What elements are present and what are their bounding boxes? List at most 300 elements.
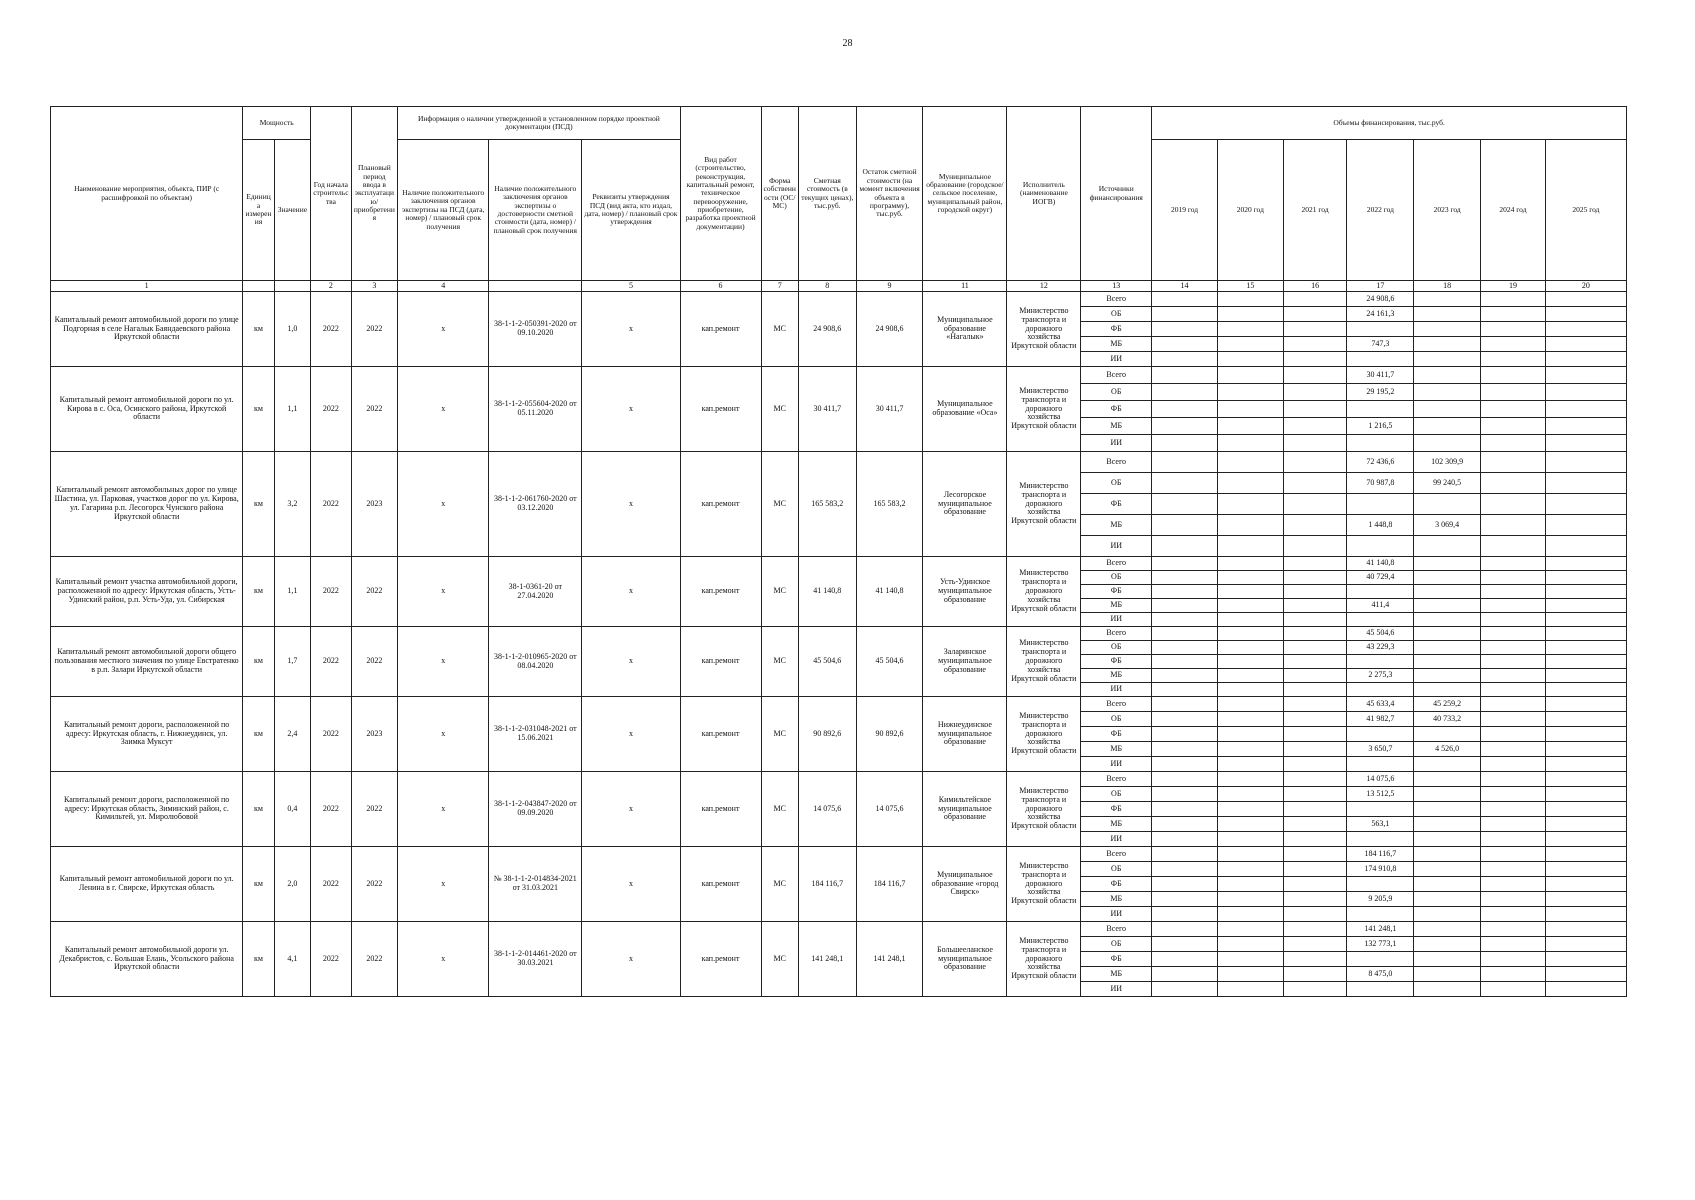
unit-cell: км	[243, 627, 274, 697]
remaining-cost: 30 411,7	[856, 367, 923, 452]
funding-amount	[1481, 494, 1546, 515]
funding-amount	[1414, 655, 1481, 669]
funding-amount	[1283, 655, 1347, 669]
funding-amount	[1217, 292, 1283, 307]
funding-source: Всего	[1081, 772, 1152, 787]
funding-amount	[1481, 557, 1546, 571]
funding-amount	[1217, 367, 1283, 384]
funding-amount: 411,4	[1347, 599, 1414, 613]
funding-amount	[1217, 697, 1283, 712]
funding-amount	[1545, 452, 1626, 473]
funding-amount	[1347, 613, 1414, 627]
funding-amount	[1152, 322, 1218, 337]
funding-amount	[1217, 571, 1283, 585]
funding-source: ФБ	[1081, 322, 1152, 337]
funding-source: МБ	[1081, 599, 1152, 613]
funding-amount: 72 436,6	[1347, 452, 1414, 473]
funding-amount	[1545, 892, 1626, 907]
funding-amount	[1545, 787, 1626, 802]
planned-period: 2022	[351, 922, 398, 997]
remaining-cost: 14 075,6	[856, 772, 923, 847]
funding-amount	[1217, 669, 1283, 683]
object-name: Капитальный ремонт автомобильных дорог по улице Шастина, ул. Парковая, участков дорог по ул. Кирова, ул. Гагарина р.п. Лесогорск Чунского района Иркутской области	[51, 452, 243, 557]
funding-amount	[1481, 937, 1546, 952]
header-ownership: Форма собственности (ОС/ МС)	[761, 107, 798, 281]
start-year: 2022	[311, 922, 351, 997]
funding-amount: 40 729,4	[1347, 571, 1414, 585]
funding-amount	[1283, 515, 1347, 536]
funding-amount: 45 259,2	[1414, 697, 1481, 712]
start-year: 2022	[311, 627, 351, 697]
funding-amount	[1481, 401, 1546, 418]
funding-amount	[1545, 802, 1626, 817]
funding-amount: 184 116,7	[1347, 847, 1414, 862]
expert-conclusion: х	[398, 922, 489, 997]
table-row	[51, 452, 1627, 473]
funding-amount	[1283, 937, 1347, 952]
cost-conclusion: 38-1-1-2-055604-2020 от 05.11.2020	[489, 367, 582, 452]
funding-amount	[1283, 599, 1347, 613]
funding-amount	[1152, 757, 1218, 772]
funding-amount	[1283, 907, 1347, 922]
funding-source: ИИ	[1081, 536, 1152, 557]
capacity-value: 0,4	[274, 772, 310, 847]
funding-amount	[1545, 757, 1626, 772]
funding-amount	[1481, 712, 1546, 727]
header-approval-details: Реквизиты утверждения ПСД (вид акта, кто издал, дата, номер) / плановый срок утверждения	[582, 140, 680, 281]
funding-amount	[1414, 627, 1481, 641]
funding-amount	[1481, 337, 1546, 352]
funding-amount	[1481, 952, 1546, 967]
funding-amount	[1545, 742, 1626, 757]
funding-amount: 8 475,0	[1347, 967, 1414, 982]
funding-amount	[1152, 922, 1218, 937]
funding-amount	[1283, 494, 1347, 515]
funding-amount	[1545, 772, 1626, 787]
funding-amount	[1152, 802, 1218, 817]
funding-amount	[1283, 952, 1347, 967]
funding-source: Всего	[1081, 697, 1152, 712]
cost-conclusion: 38-1-1-2-031048-2021 от 15.06.2021	[489, 697, 582, 772]
expert-conclusion: х	[398, 292, 489, 367]
funding-amount	[1545, 435, 1626, 452]
funding-amount	[1217, 982, 1283, 997]
work-type: кап.ремонт	[680, 697, 761, 772]
funding-amount	[1283, 384, 1347, 401]
funding-amount: 2 275,3	[1347, 669, 1414, 683]
table-row	[51, 292, 1627, 307]
funding-amount	[1481, 536, 1546, 557]
funding-amount	[1414, 787, 1481, 802]
cost-conclusion: № 38-1-1-2-014834-2021 от 31.03.2021	[489, 847, 582, 922]
executor: Министерство транспорта и дорожного хозяйства Иркутской области	[1007, 697, 1081, 772]
funding-amount	[1481, 907, 1546, 922]
ownership: МС	[761, 627, 798, 697]
estimated-cost: 184 116,7	[798, 847, 856, 922]
funding-amount	[1481, 802, 1546, 817]
funding-amount	[1545, 907, 1626, 922]
funding-source: ИИ	[1081, 352, 1152, 367]
header-capacity: Мощность	[243, 107, 311, 140]
ownership: МС	[761, 847, 798, 922]
cost-conclusion: 38-1-1-2-061760-2020 от 03.12.2020	[489, 452, 582, 557]
municipality: Нижнеудинское муниципальное образование	[923, 697, 1007, 772]
funding-amount	[1481, 847, 1546, 862]
funding-amount	[1481, 967, 1546, 982]
funding-amount	[1481, 613, 1546, 627]
funding-amount	[1283, 787, 1347, 802]
funding-amount	[1217, 832, 1283, 847]
column-number: 19	[1481, 281, 1546, 292]
expert-conclusion: х	[398, 772, 489, 847]
municipality: Муниципальное образование «город Свирск»	[923, 847, 1007, 922]
funding-source: Всего	[1081, 367, 1152, 384]
funding-amount	[1414, 907, 1481, 922]
expert-conclusion: х	[398, 557, 489, 627]
funding-amount	[1217, 952, 1283, 967]
estimated-cost: 165 583,2	[798, 452, 856, 557]
funding-amount	[1152, 536, 1218, 557]
funding-amount	[1545, 627, 1626, 641]
column-number: 18	[1414, 281, 1481, 292]
funding-amount	[1283, 292, 1347, 307]
cost-conclusion: 38-1-1-2-043847-2020 от 09.09.2020	[489, 772, 582, 847]
funding-source: ИИ	[1081, 907, 1152, 922]
approval-details: х	[582, 847, 680, 922]
funding-amount	[1545, 832, 1626, 847]
funding-amount	[1481, 697, 1546, 712]
unit-cell: км	[243, 452, 274, 557]
funding-amount	[1545, 683, 1626, 697]
funding-source: МБ	[1081, 515, 1152, 536]
funding-source: МБ	[1081, 418, 1152, 435]
work-type: кап.ремонт	[680, 367, 761, 452]
cost-conclusion: 38-1-0361-20 от 27.04.2020	[489, 557, 582, 627]
estimated-cost: 90 892,6	[798, 697, 856, 772]
funding-amount	[1414, 367, 1481, 384]
funding-amount	[1545, 494, 1626, 515]
funding-amount	[1414, 982, 1481, 997]
funding-amount	[1217, 757, 1283, 772]
funding-amount: 30 411,7	[1347, 367, 1414, 384]
funding-amount	[1347, 802, 1414, 817]
estimated-cost: 141 248,1	[798, 922, 856, 997]
funding-amount	[1545, 352, 1626, 367]
funding-source: ФБ	[1081, 877, 1152, 892]
investment-program-table	[50, 106, 1627, 997]
header-start-year: Год начала строительства	[311, 107, 351, 281]
funding-amount	[1545, 473, 1626, 494]
funding-amount	[1152, 892, 1218, 907]
column-number: 5	[582, 281, 680, 292]
funding-amount	[1481, 982, 1546, 997]
funding-amount	[1217, 515, 1283, 536]
work-type: кап.ремонт	[680, 627, 761, 697]
funding-amount	[1481, 585, 1546, 599]
remaining-cost: 24 908,6	[856, 292, 923, 367]
funding-amount	[1283, 452, 1347, 473]
funding-amount	[1347, 536, 1414, 557]
funding-amount	[1414, 892, 1481, 907]
remaining-cost: 184 116,7	[856, 847, 923, 922]
funding-amount	[1347, 877, 1414, 892]
ownership: МС	[761, 292, 798, 367]
funding-amount	[1414, 967, 1481, 982]
funding-amount	[1545, 937, 1626, 952]
municipality: Лесогорское муниципальное образование	[923, 452, 1007, 557]
funding-amount	[1545, 817, 1626, 832]
funding-amount	[1414, 937, 1481, 952]
funding-amount: 45 504,6	[1347, 627, 1414, 641]
funding-amount	[1347, 907, 1414, 922]
table-body	[51, 281, 1627, 997]
funding-amount: 102 309,9	[1414, 452, 1481, 473]
funding-source: Всего	[1081, 847, 1152, 862]
funding-source: ИИ	[1081, 832, 1152, 847]
funding-amount: 14 075,6	[1347, 772, 1414, 787]
funding-amount	[1545, 862, 1626, 877]
header-cost-conclusion: Наличие положительного заключения органов экспертизы о достоверности сметной стоимости (дата, номер) / плановый срок получения	[489, 140, 582, 281]
estimated-cost: 45 504,6	[798, 627, 856, 697]
executor: Министерство транспорта и дорожного хозяйства Иркутской области	[1007, 557, 1081, 627]
funding-amount	[1414, 292, 1481, 307]
funding-amount	[1283, 322, 1347, 337]
funding-amount	[1545, 952, 1626, 967]
funding-source: Всего	[1081, 627, 1152, 641]
funding-amount	[1217, 655, 1283, 669]
funding-amount	[1347, 655, 1414, 669]
funding-amount	[1152, 435, 1218, 452]
funding-amount	[1283, 772, 1347, 787]
funding-amount	[1217, 922, 1283, 937]
funding-amount	[1414, 435, 1481, 452]
funding-amount	[1217, 322, 1283, 337]
object-name: Капитальный ремонт автомобильной дороги по улице Подгорная в селе Нагалык Баяндаевского района Иркутской области	[51, 292, 243, 367]
funding-amount	[1152, 292, 1218, 307]
funding-amount	[1217, 452, 1283, 473]
funding-amount	[1283, 877, 1347, 892]
planned-period: 2022	[351, 627, 398, 697]
column-number: 2	[311, 281, 351, 292]
funding-amount	[1283, 557, 1347, 571]
funding-amount	[1414, 832, 1481, 847]
funding-amount	[1545, 599, 1626, 613]
approval-details: х	[582, 292, 680, 367]
start-year: 2022	[311, 697, 351, 772]
funding-amount	[1217, 742, 1283, 757]
funding-amount	[1414, 536, 1481, 557]
funding-amount	[1217, 772, 1283, 787]
unit-cell: км	[243, 557, 274, 627]
funding-source: ФБ	[1081, 655, 1152, 669]
funding-amount	[1283, 982, 1347, 997]
funding-amount	[1283, 802, 1347, 817]
column-number: 9	[856, 281, 923, 292]
funding-amount	[1414, 877, 1481, 892]
funding-amount	[1217, 787, 1283, 802]
work-type: кап.ремонт	[680, 772, 761, 847]
funding-amount	[1283, 307, 1347, 322]
unit-cell: км	[243, 697, 274, 772]
funding-amount	[1283, 817, 1347, 832]
funding-amount	[1347, 982, 1414, 997]
column-number: 1	[51, 281, 243, 292]
header-unit: Единица измерения	[243, 140, 274, 281]
funding-amount: 3 650,7	[1347, 742, 1414, 757]
funding-amount: 41 140,8	[1347, 557, 1414, 571]
funding-amount	[1481, 772, 1546, 787]
funding-amount	[1283, 536, 1347, 557]
work-type: кап.ремонт	[680, 847, 761, 922]
funding-amount	[1481, 892, 1546, 907]
header-year-2019: 2019 год	[1152, 140, 1218, 281]
table-row	[51, 772, 1627, 787]
funding-amount	[1545, 367, 1626, 384]
funding-amount	[1481, 757, 1546, 772]
funding-amount	[1152, 772, 1218, 787]
work-type: кап.ремонт	[680, 557, 761, 627]
unit-cell: км	[243, 772, 274, 847]
column-number: 14	[1152, 281, 1218, 292]
funding-amount	[1283, 613, 1347, 627]
header-work-type: Вид работ (строительство, реконструкция, капитальный ремонт, техническое перевооружение, приобретение, разработка проектной документации)	[680, 107, 761, 281]
funding-amount	[1152, 613, 1218, 627]
funding-amount	[1545, 322, 1626, 337]
funding-amount	[1152, 712, 1218, 727]
remaining-cost: 141 248,1	[856, 922, 923, 997]
funding-source: ОБ	[1081, 473, 1152, 494]
table-row	[51, 922, 1627, 937]
capacity-value: 3,2	[274, 452, 310, 557]
funding-amount	[1283, 862, 1347, 877]
funding-amount: 45 633,4	[1347, 697, 1414, 712]
remaining-cost: 41 140,8	[856, 557, 923, 627]
executor: Министерство транспорта и дорожного хозяйства Иркутской области	[1007, 452, 1081, 557]
funding-amount	[1481, 435, 1546, 452]
funding-source: МБ	[1081, 669, 1152, 683]
funding-amount	[1481, 599, 1546, 613]
funding-amount	[1283, 742, 1347, 757]
funding-amount	[1152, 937, 1218, 952]
funding-source: ОБ	[1081, 307, 1152, 322]
funding-amount	[1481, 452, 1546, 473]
table-row	[51, 697, 1627, 712]
funding-amount	[1545, 982, 1626, 997]
header-year-2021: 2021 год	[1283, 140, 1347, 281]
expert-conclusion: х	[398, 452, 489, 557]
funding-amount	[1152, 877, 1218, 892]
unit-cell: км	[243, 367, 274, 452]
funding-amount	[1414, 585, 1481, 599]
column-number: 15	[1217, 281, 1283, 292]
funding-amount	[1545, 877, 1626, 892]
funding-source: МБ	[1081, 742, 1152, 757]
funding-source: ОБ	[1081, 862, 1152, 877]
funding-amount: 1 448,8	[1347, 515, 1414, 536]
funding-amount	[1217, 473, 1283, 494]
funding-amount	[1152, 655, 1218, 669]
funding-amount	[1152, 452, 1218, 473]
funding-amount	[1545, 292, 1626, 307]
municipality: Большееланское муниципальное образование	[923, 922, 1007, 997]
funding-amount	[1481, 922, 1546, 937]
funding-amount	[1152, 418, 1218, 435]
header-planned-period: Плановый период ввода в эксплуатацию/приобретения	[351, 107, 398, 281]
ownership: МС	[761, 452, 798, 557]
funding-amount	[1283, 401, 1347, 418]
funding-amount: 747,3	[1347, 337, 1414, 352]
column-number-row	[51, 281, 1627, 292]
funding-amount	[1152, 557, 1218, 571]
funding-amount	[1414, 418, 1481, 435]
funding-source: ИИ	[1081, 613, 1152, 627]
funding-amount	[1217, 307, 1283, 322]
funding-amount	[1481, 515, 1546, 536]
funding-amount	[1217, 599, 1283, 613]
funding-source: ОБ	[1081, 641, 1152, 655]
object-name: Капитальный ремонт автомобильной дороги общего пользования местного значения по улице Евстратенко в р.п. Залари Иркутской области	[51, 627, 243, 697]
funding-source: ОБ	[1081, 571, 1152, 585]
funding-amount	[1545, 384, 1626, 401]
page-number: 28	[842, 38, 853, 49]
funding-amount	[1283, 352, 1347, 367]
funding-source: ОБ	[1081, 787, 1152, 802]
funding-amount	[1414, 847, 1481, 862]
funding-amount	[1545, 697, 1626, 712]
funding-amount	[1414, 641, 1481, 655]
funding-amount	[1545, 515, 1626, 536]
funding-amount	[1414, 727, 1481, 742]
funding-amount	[1152, 473, 1218, 494]
funding-amount	[1217, 613, 1283, 627]
funding-amount	[1481, 384, 1546, 401]
funding-amount	[1347, 683, 1414, 697]
funding-amount	[1481, 473, 1546, 494]
funding-source: Всего	[1081, 557, 1152, 571]
object-name: Капитальный ремонт участка автомобильной дороги, расположенной по адресу: Иркутская область, Усть-Удинский район, р.п. Усть-Уда, ул. Сибирская	[51, 557, 243, 627]
planned-period: 2022	[351, 772, 398, 847]
funding-amount	[1347, 832, 1414, 847]
column-number: 20	[1545, 281, 1626, 292]
header-municipality: Муниципальное образование (городское/сельское поселение, муниципальный район, городской округ)	[923, 107, 1007, 281]
funding-amount	[1347, 435, 1414, 452]
start-year: 2022	[311, 452, 351, 557]
capacity-value: 1,0	[274, 292, 310, 367]
funding-amount	[1414, 669, 1481, 683]
capacity-value: 1,1	[274, 367, 310, 452]
funding-amount	[1545, 536, 1626, 557]
ownership: МС	[761, 697, 798, 772]
funding-amount	[1217, 802, 1283, 817]
column-number	[274, 281, 310, 292]
funding-amount: 43 229,3	[1347, 641, 1414, 655]
funding-amount	[1414, 802, 1481, 817]
cost-conclusion: 38-1-1-2-050391-2020 от 09.10.2020	[489, 292, 582, 367]
funding-amount	[1481, 742, 1546, 757]
capacity-value: 2,0	[274, 847, 310, 922]
approval-details: х	[582, 922, 680, 997]
header-estimated-cost: Сметная стоимость (в текущих ценах), тыс.руб.	[798, 107, 856, 281]
funding-amount	[1414, 683, 1481, 697]
funding-amount	[1347, 401, 1414, 418]
funding-amount	[1545, 727, 1626, 742]
funding-amount	[1152, 352, 1218, 367]
funding-amount	[1152, 494, 1218, 515]
funding-amount: 40 733,2	[1414, 712, 1481, 727]
funding-amount	[1152, 384, 1218, 401]
column-number: 16	[1283, 281, 1347, 292]
expert-conclusion: х	[398, 697, 489, 772]
